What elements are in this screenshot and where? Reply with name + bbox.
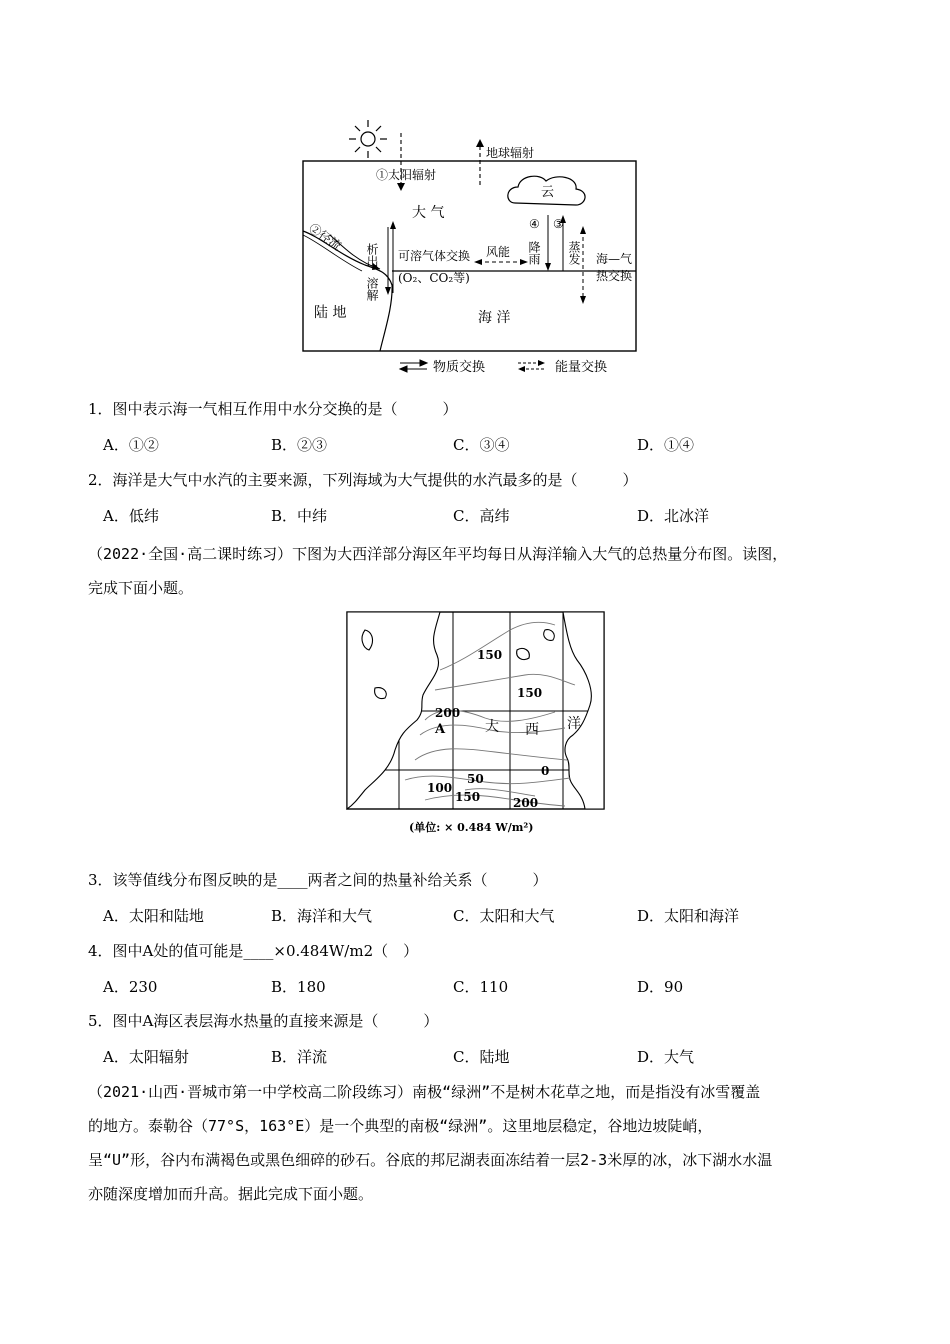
intro-3-line-4: 亦随深度增加而升高。据此完成下面小题。 bbox=[88, 1185, 374, 1203]
intro-3-line-3: 呈“U”形，谷内布满褐色或黑色细碎的砂石。谷底的邦尼湖表面冻结着一层2-3米厚的冰，冰下湖水水温 bbox=[88, 1151, 773, 1169]
question-2-stem: 2．海洋是大气中水汽的主要来源，下列海域为大气提供的水汽最多的是（ ） bbox=[88, 471, 638, 489]
ocean-name-char-1: 大 bbox=[485, 719, 499, 735]
question-5-option-a[interactable]: A．太阳辐射 bbox=[103, 1048, 189, 1066]
question-4-option-d[interactable]: D．90 bbox=[637, 978, 684, 996]
question-2-option-b[interactable]: B．中纬 bbox=[271, 507, 328, 525]
question-1-option-d[interactable]: D．①④ bbox=[637, 436, 695, 454]
rain-label: 降雨 bbox=[527, 241, 541, 265]
question-3-stem: 3．该等值线分布图反映的是____两者之间的热量补给关系（ ） bbox=[88, 871, 548, 889]
question-1-option-c[interactable]: C．③④ bbox=[453, 436, 510, 454]
intro-paragraph-3 bbox=[88, 1075, 863, 1211]
land-label: 陆 地 bbox=[314, 305, 347, 321]
point-a-label: A bbox=[435, 722, 446, 737]
question-4-option-b[interactable]: B．180 bbox=[271, 978, 326, 996]
legend-matter-text: 物质交换 bbox=[433, 360, 486, 375]
intro-2-line-1: （2022·全国·高二课时练习）下图为大西洋部分海区年平均每日从海洋输入大气的总热量分布图。读图， bbox=[88, 545, 788, 563]
contour-label-100: 100 bbox=[427, 781, 453, 795]
question-3-option-a[interactable]: A．太阳和陆地 bbox=[103, 907, 204, 925]
earth-radiation-label: 地球辐射 bbox=[486, 146, 535, 160]
question-4-stem: 4．图中A处的值可能是____×0.484W/m2（ ） bbox=[88, 942, 419, 960]
intro-paragraph-2 bbox=[88, 537, 863, 605]
cloud-label: 云 bbox=[541, 185, 555, 200]
ocean-name-char-2: 西 bbox=[525, 722, 539, 738]
ocean-label: 海 洋 bbox=[478, 310, 511, 326]
question-5-option-b[interactable]: B．洋流 bbox=[271, 1048, 328, 1066]
question-1-stem: 1．图中表示海一气相互作用中水分交换的是（ ） bbox=[88, 400, 458, 418]
rain-number-label: ④ bbox=[529, 217, 540, 231]
question-5-option-c[interactable]: C．陆地 bbox=[453, 1048, 510, 1066]
intro-3-line-2: 的地方。泰勒谷（77°S，163°E）是一个典型的南极“绿洲”。这里地层稳定，谷地边坡陡峭， bbox=[88, 1117, 713, 1135]
sea-air-interaction-diagram bbox=[300, 115, 640, 380]
question-5-stem: 5．图中A海区表层海水热量的直接来源是（ ） bbox=[88, 1012, 439, 1030]
contour-label-150-south: 150 bbox=[455, 790, 481, 804]
map-unit-label: (单位: × 0.484 W/m²) bbox=[409, 821, 534, 834]
legend-matter-icon bbox=[400, 360, 427, 372]
contour-label-50: 50 bbox=[467, 772, 484, 786]
gas-formula-label: (O₂、CO₂等) bbox=[398, 271, 470, 285]
question-2-option-c[interactable]: C．高纬 bbox=[453, 507, 510, 525]
question-4-option-c[interactable]: C．110 bbox=[453, 978, 509, 996]
sun-icon bbox=[349, 120, 387, 158]
contour-label-0: 0 bbox=[541, 764, 550, 778]
intro-2-line-2: 完成下面小题。 bbox=[88, 579, 194, 597]
question-3-option-d[interactable]: D．太阳和海洋 bbox=[637, 907, 740, 925]
legend-energy-text: 能量交换 bbox=[555, 360, 608, 375]
intro-3-line-1: （2021·山西·晋城市第一中学校高二阶段练习）南极“绿洲”不是树木花草之地，而是指没有冰雪覆盖 bbox=[88, 1083, 761, 1101]
atlantic-heat-map bbox=[345, 610, 607, 840]
evaporation-label: 蒸发 bbox=[567, 241, 581, 265]
heat-exchange-label-2: 热交换 bbox=[596, 269, 633, 283]
heat-exchange-label-1: 海—气 bbox=[596, 252, 633, 266]
wind-energy-label: 风能 bbox=[486, 245, 511, 259]
contour-label-200-south: 200 bbox=[513, 796, 539, 810]
dissolve-label: 溶解 bbox=[365, 277, 379, 301]
question-1-option-a[interactable]: A．①② bbox=[103, 436, 159, 454]
question-4-option-a[interactable]: A．230 bbox=[103, 978, 158, 996]
question-3-option-c[interactable]: C．太阳和大气 bbox=[453, 907, 555, 925]
question-2-option-d[interactable]: D．北冰洋 bbox=[637, 507, 710, 525]
evaporation-number-label: ③ bbox=[553, 217, 564, 231]
ocean-name-char-3: 洋 bbox=[567, 716, 581, 732]
gas-exchange-label: 可溶气体交换 bbox=[398, 249, 471, 263]
precipitate-label: 析出 bbox=[365, 243, 379, 267]
question-3-option-b[interactable]: B．海洋和大气 bbox=[271, 907, 373, 925]
solar-radiation-label: ①太阳辐射 bbox=[376, 168, 437, 182]
question-2-option-a[interactable]: A．低纬 bbox=[103, 507, 159, 525]
question-1-option-b[interactable]: B．②③ bbox=[271, 436, 328, 454]
contour-label-150-north: 150 bbox=[477, 648, 503, 662]
runoff-label: ②径流 bbox=[306, 220, 344, 254]
atmosphere-label: 大 气 bbox=[412, 205, 445, 221]
contour-label-150-east: 150 bbox=[517, 686, 543, 700]
contour-label-200-west: 200 bbox=[435, 706, 461, 720]
question-5-option-d[interactable]: D．大气 bbox=[637, 1048, 695, 1066]
